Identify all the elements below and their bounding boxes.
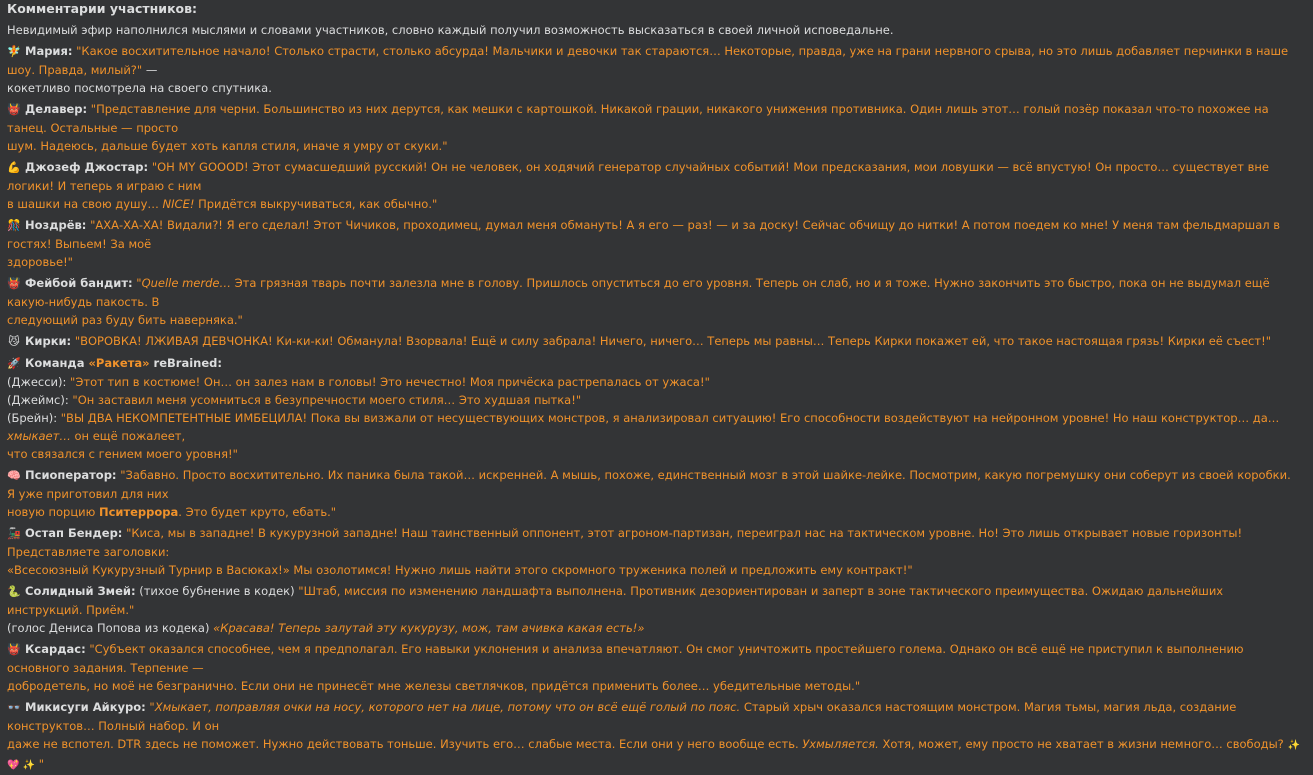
comment-nozdrev: 🎊 Ноздрёв: "АХА-ХА-ХА! Видали?! Я его сделал! Этот Чичиков, проходимец, думал меня обмануть! А я его — раз! — и за доску! Сейчас обчищу до нитки! А потом поедем ко мне! У меня там фельдмаршал в гостях! Выпьем! За моё здоровье!" [7, 218, 1281, 269]
glasses-icon: 👓 [7, 701, 21, 714]
comment-solid-snake: 🐍 Солидный Змей: (тихое бубнение в кодек) "Штаб, миссия по изменению ландшафта выполнена. Противник дезориентирован и заперт в зоне тактического преимущества. Ожидаю дальнейших инструкций. Приём." (голос Дениса Попова из кодека) «Красава! Теперь залутай эту кукурузу, мож, там ачивка какая есть!» [7, 584, 1224, 635]
speaker-name: Микисуги Айкуро: [25, 700, 146, 714]
brain-icon: 🧠 [7, 469, 21, 482]
comment-team-rocket: 🚀 Команда «Ракета» reBrained: (Джесси): "Этот тип в костюме! Он… он залез нам в головы! Это нечестно! Моя причёска растрепалась от ужаса!" (Джеймс): "Он заставил меня усомниться в безупречности моего стиля… Это худшая пытка!" (Брейн): "ВЫ ДВА НЕКОМПЕТЕНТНЫЕ ИМБЕЦИЛА! Пока вы визжали от несуществующих монстров, я анализировал ситуацию! Его способности воздействуют на нейронном уровне! Но наш конструктор… да… хмыкает… он ещё пожалеет, что связался с гением моего уровня!" [7, 356, 1280, 461]
fairy-icon: 🧚 [7, 45, 21, 58]
speaker-name: Фейбой бандит: [25, 276, 133, 290]
orb-icon: 👹 [7, 643, 21, 656]
comment-mikisugi: 👓 Микисуги Айкуро: "Хмыкает, поправляя очки на носу, которого нет на лице, потому что он всё ещё голый по пояс. Старый хрыч оказался настоящим монстром. Магия тьмы, магия льда, создание конструктов… Полный набор. И он даже не вспотел. DTR здесь не поможет. Нужно действовать тоньше. Изучить его… слабые места. Если они у него вообще есть. Ухмыляется. Хотя, может, ему просто не хватает в жизни немного… свободы? ✨ 💖 ✨ " [7, 700, 1300, 771]
comment-feyboy: 👹 Фейбой бандит: "Quelle merde… Эта грязная тварь почти залезла мне в голову. Пришлось опуститься до его уровня. Теперь он слаб, но и я тоже. Нужно закончить это быстро, пока он не выдумал ещё какую-нибудь пакость. В следующий раз буду бить наверняка." [7, 276, 1270, 327]
speech-text: шум. Надеюсь, дальше будет хоть капля стиля, иначе я умру от скуки." [7, 139, 448, 153]
cat-icon: 😼 [8, 335, 20, 348]
speaker-name: Остап Бендер: [25, 526, 123, 540]
party-icon: 🎊 [7, 219, 21, 232]
speaker-name: Ноздрёв: [25, 218, 87, 232]
demon-icon: 👹 [7, 277, 21, 290]
sparkles-heart-icon: ✨ 💖 ✨ [7, 740, 1300, 771]
speaker-name: Псиоператор: [25, 468, 117, 482]
comment-xardas: 👹 Ксардас: "Субъект оказался способнее, чем я предполагал. Его навыки уклонения и анализа впечатляют. Он смог уничтожить простейшего голема. Однако он всё ещё не приступил к выполнению основного задания. Терпение — добродетель, но моё не безгранично. Если они не принесёт мне железы светлячков, придётся применить более… убедительные методы." [7, 642, 1244, 693]
rocket-icon: 🚀 [7, 357, 21, 370]
demon-icon: 👹 [7, 103, 21, 116]
comment-maria: 🧚 Мария: "Какое восхитительное начало! Столько страсти, столько абсурда! Мальчики и девочки так стараются… Некоторые, правда, уже на грани нервного срыва, но это лишь добавляет перчинки в наше шоу. Правда, милый?" — кокетливо посмотрела на своего спутника. [7, 42, 1301, 97]
comment-kirki [7, 332, 1301, 351]
section-heading: Комментарии участников: [7, 1, 198, 16]
speaker-name: Команда «Ракета» reBrained: [25, 356, 222, 370]
speaker-name: Джозеф Джостар: [25, 160, 149, 174]
comment-delaver [7, 100, 1301, 155]
speech-text: "Какое восхитительное начало! Столько страсти, столько абсурда! Мальчики и девочки так стараются… Некоторые, правда, уже на грани нервного срыва, но это лишь добавляет перчинки в наше шоу. Правда, милый?" [7, 44, 1289, 77]
intro-text: Невидимый эфир наполнился мыслями и словами участников, словно каждый получил возможность высказаться в своей личной исповедальне. [7, 23, 894, 37]
comment-psioperator: 🧠 Псиоператор: "Забавно. Просто восхитительно. Их паника была такой… искренней. А мышь, похоже, единственный мозг в этой шайке-лейке. Посмотрим, какую погремушку они соберут из своей коробки. Я уже приготовил для них новую порцию Пситеррора. Это будет круто, ебать." [7, 468, 1291, 519]
train-icon: 🚂 [7, 527, 21, 540]
speaker-name: Кирки: [25, 334, 72, 348]
speech-text: "ВОРОВКА! ЛЖИВАЯ ДЕВЧОНКА! Ки-ки-ки! Обманула! Взорвала! Ещё и силу забрала! Ничего, ничего… Теперь мы равны… Теперь Кирки покажет ей, что такое настоящая грязь! Кирки её съест!" [74, 334, 1271, 348]
speaker-name: Делавер: [25, 102, 88, 116]
speaker-name: Солидный Змей: [25, 584, 136, 598]
speaker-name: Ксардас: [25, 642, 86, 656]
snake-icon: 🐍 [7, 585, 21, 598]
flexed-biceps-icon: 💪 [7, 161, 21, 174]
comment-ostap: 🚂 Остап Бендер: "Киса, мы в западне! В кукурузной западне! Наш таинственный оппонент, этот агроном-партизан, переиграл нас на тактическом уровне. Но! Это лишь открывает новые горизонты! Представляете заголовки: «Всесоюзный Кукурузный Турнир в Васюках!» Мы озолотимся! Нужно лишь найти этого скромного труженика полей и предложить ему контракт!" [7, 526, 1243, 577]
speaker-name: Мария: [25, 44, 73, 58]
speech-text: "OH MY GOOOD! Этот сумасшедший русский! Он не человек, он ходячий генератор случайных событий! Мои предсказания, мои ловушки — всё впустую! Он просто… существует вне логики! И теперь я играю с ним [7, 160, 1269, 193]
comment-joseph: 💪 Джозеф Джостар: "OH MY GOOOD! Этот сумасшедший русский! Он не человек, он ходячий генератор случайных событий! Мои предсказания, мои ловушки — всё впустую! Он просто… существует вне логики! И теперь я играю с ним в шашки на свою душу… NICE! Придётся выкручиваться, как обычно." [7, 160, 1269, 211]
narration-text: кокетливо посмотрела на своего спутника. [7, 81, 272, 95]
speech-text: "Представление для черни. Большинство из них дерутся, как мешки с картошкой. Никакой грации, никакого унижения противника. Один лишь этот… голый позёр показал что-то похожее на танец. Остальные — просто [7, 102, 1269, 135]
speech-text: "АХА-ХА-ХА! Видали?! Я его сделал! Этот Чичиков, проходимец, думал меня обмануть! А я его — раз! — и за доску! Сейчас обчищу до нитки! А потом поедем ко мне! У меня там фельдмаршал в гостях! Выпьем! За моё [7, 218, 1281, 251]
